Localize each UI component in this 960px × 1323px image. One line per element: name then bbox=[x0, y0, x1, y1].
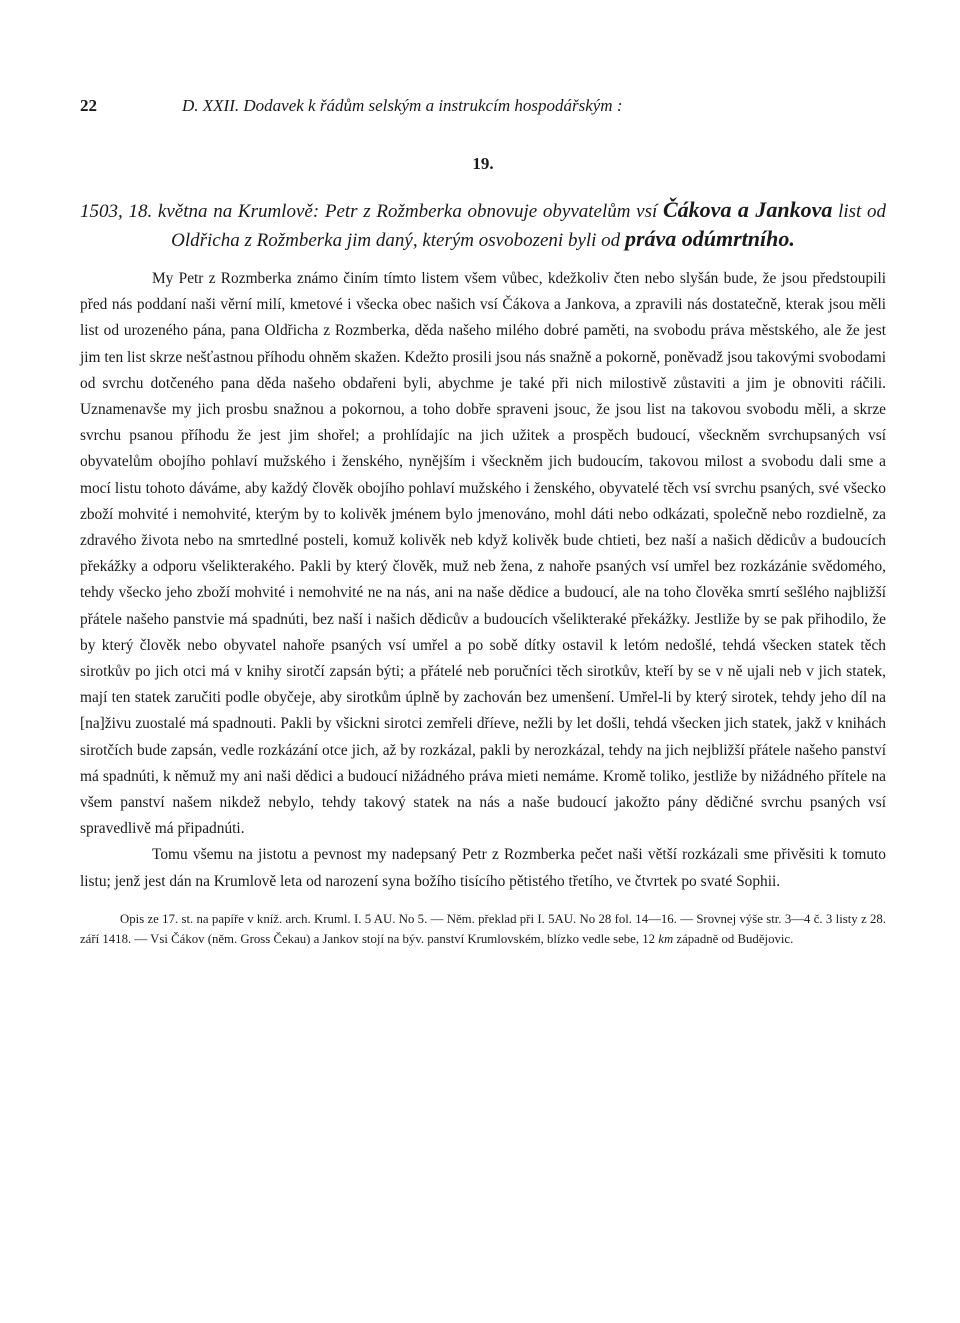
running-title: D. XXII. Dodavek k řádům selským a instrukcím hospodářským : bbox=[182, 96, 623, 115]
heading-villages: Čákova a Jankova bbox=[663, 197, 833, 222]
heading-subject: list od Oldřicha z Rožmberka jim daný, kterým osvobozeni byli od bbox=[171, 201, 886, 251]
paragraph: Tomu všemu na jistotu a pevnost my nadepsaný Petr z Rozmberka pečet naši větší rozkázali sme přivěsiti k tomuto listu; jenž jest dán na Krumlově leta od narození syna božího tisícího pětistého třetího, ve čtvrtek po svaté Sophii. bbox=[80, 846, 886, 890]
heading-date-place: 1503, 18. května na Krumlově: Petr z Rožmberka obnovuje obyvatelům vsí bbox=[80, 201, 658, 222]
note-text: Opis ze 17. st. na papíře v kníž. arch. Kruml. I. 5 AU. No 5. — Něm. překlad při I. 5AU. No 28 fol. 14—16. — Srovnej výše str. 3—4 č. 3 listy z 28. září 1418. — Vsi Čákov (něm. Gross Čekau) a Jankov stojí na býv. panství Krumlovském, blízko vedle sebe, 12 bbox=[80, 911, 886, 946]
page-number: 22 bbox=[80, 96, 97, 115]
page bbox=[80, 96, 886, 949]
note-unit: km bbox=[658, 931, 674, 946]
heading-right: práva odúmrtního. bbox=[624, 226, 795, 251]
source-note bbox=[80, 909, 886, 949]
paragraph: My Petr z Rozmberka známo činím tímto listem všem vůbec, kdežkoliv čten nebo slyšán bude, že jsou předstoupili před nás poddaní naši věrní milí, kmetové i všecka obec našich vsí Čákova a Jankova, a zpravili nás dostatečně, kterak jsou měli list od urozeného pána, pana Oldřicha z Rozmberka, děda našeho milého dobré paměti, na svobodu práva městského, ale že jest jim ten list skrze nešťastnou příhodu ohněm skažen. Kdežto prosili jsou nás snažně a pokorně, poněvadž jsou takovými svobodami od svrchu dotčeného pana děda našeho obdařeni byli, abychme je také při nich milostivě zůstaviti a jim je obnoviti ráčili. Uznamenavše my jich prosbu snažnou a pokornou, a toho dobře spraveni jsouc, že jsou list na takovou svobodu měli, a skrze svrchu psanou příhodu že jest jim shořel; a prohlídajíc na jich užitek a prospěch budoucí, všeckněm svrchupsaných vsí obyvatelům obojího pohlaví mužského i ženského, nynějším i všeckněm jich budoucím, takovou milost a svobodu dali sme a mocí listu tohoto dáváme, aby každý člověk obojího pohlaví mužského i ženského, obyvatelé těch vsí svrchu psaných, své všecko zboží mohvité i nemohvité, kterým by to kolivěk jménem bylo jmenováno, mohl dáti nebo odkázati, společně nebo rozdielně, za zdravého života nebo na smrtedlné posteli, komuž kolivěk neb když kolivěk bude chtieti, bez naší a našich dědicův a budoucích překážky a odporu všelikterakého. Pakli by který člověk, muž neb žena, z nahoře psaných vsí umřel bez rozkázánie svědomého, tehdy všecko jeho zboží mohvité i nemohvité ne na nás, ani na naše dědice a budoucí, ale na toho člověka smrtí sešlého najbližší přátele našeho panstvie má spadnúti, bez naší i našich dědicův a budoucích všelikteraké překážky. Jestliže by se pak přihodilo, že by který člověk nebo obyvatel nahoře psaných vsí umřel a po sobě dítky ostavil k letóm nedošlé, tehdá všecken statek těch sirotkův po jich otci má v knihy sirotčí zapsán býti; a přátelé neb poručníci těch sirotkův, kteří by se v ně ujali neb v jich statek, mají ten statek zaručiti podle obyčeje, aby sirotkům úplně by zachován bez umenšení. Umřel-li by který sirotek, tehdy jeho díl na [na]živu zuostalé má spadnouti. Pakli by všickni sirotci zemřeli dříeve, nežli by let došli, tehdá všecken jich statek, jakž v knihách sirotčích bude zapsán, vedle rozkázání otce jich, až by rozkázal, pakli by nerozkázal, tehdy na jich nejbližší přátele našeho panství má spadnúti, k němuž my ani naši dědici a budoucí nižádného práva mieti nemáme. Kromě toliko, jestliže by nižádného přítele na všem panství našem nikdež nebylo, tehdy takový statek na nás a naše budoucí jakožto pány dědičné svrchu psaných vsí spravedlivě má připadnúti. bbox=[80, 270, 886, 838]
document-number: 19. bbox=[472, 154, 494, 173]
running-head bbox=[80, 96, 886, 126]
charter-text bbox=[80, 266, 886, 895]
note-paragraph bbox=[80, 909, 886, 949]
document-heading bbox=[80, 196, 886, 254]
note-text-end: západně od Budějovic. bbox=[676, 931, 794, 946]
